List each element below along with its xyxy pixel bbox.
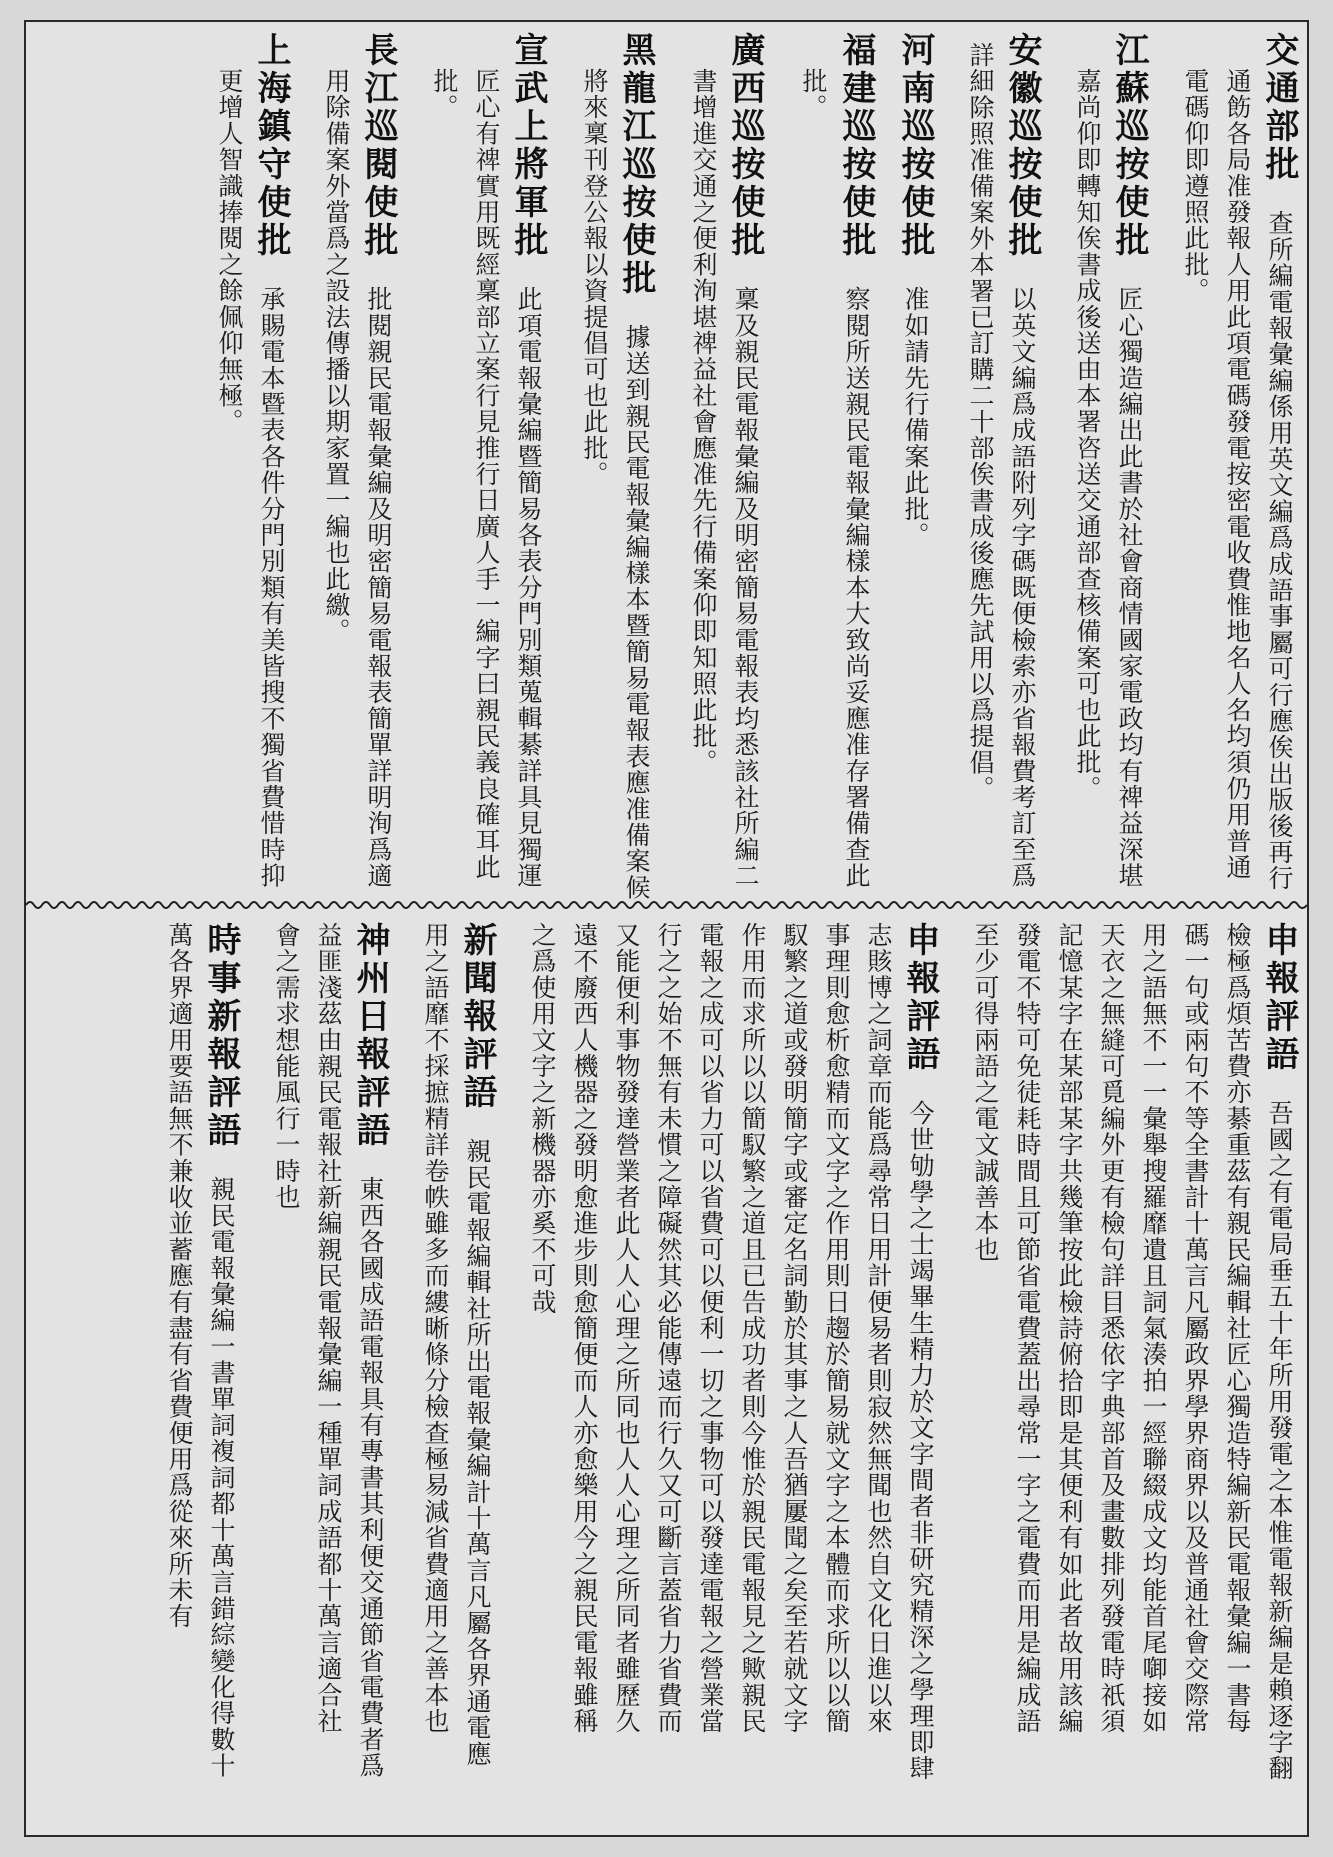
column-text: 之爲使用文字之新機器亦奚不可哉	[528, 922, 557, 1315]
column	[427, 32, 461, 892]
column	[693, 922, 727, 1822]
column-text: 發電不特可免徒耗時間且可節省電費蓋出尋常一字之電費而用是編成語	[1013, 922, 1042, 1735]
column	[577, 32, 611, 892]
column	[350, 922, 390, 1822]
column	[269, 922, 303, 1822]
column	[1094, 922, 1128, 1822]
section-heading: 長江巡閱使批	[358, 32, 398, 260]
column	[1052, 922, 1086, 1822]
column	[861, 922, 895, 1822]
column	[311, 922, 345, 1822]
column-text: 更增人智識捧閱之餘佩仰無極。	[215, 68, 244, 435]
column	[963, 32, 997, 892]
section-heading: 申報評語	[1259, 922, 1299, 1074]
column	[319, 32, 353, 892]
column	[469, 32, 503, 892]
column	[418, 922, 452, 1822]
column-text: 查所編電報彙編係用英文編爲成語事屬可行應俟出版後再行	[1265, 184, 1294, 892]
column-text: 又能便利事物發達營業者此人人心理之所同也人人心理之所同者雖歷久	[612, 922, 641, 1735]
column-text: 行之之始不無有未慣之障礙然其必能傳遠而行久又可斷言蓋省力省費而	[654, 922, 683, 1735]
section-heading: 河南巡按使批	[895, 32, 935, 260]
column	[1259, 32, 1299, 892]
column-text: 會之需求想能風行一時也	[272, 922, 301, 1211]
column-text: 承賜電本暨表各件分門別類有美皆搜不獨省費惜時抑	[257, 260, 286, 889]
column	[895, 32, 935, 892]
column-text: 批閱親民電報彙編及明密簡易電報表簡單詳明洵爲適	[364, 260, 393, 889]
endorsements-section	[26, 22, 1307, 902]
column-text: 至少可得兩語之電文誠善本也	[971, 922, 1000, 1263]
column-text: 馭繁之道或發明簡字或審定名詞勤於其事之人吾猶屢聞之矣至若就文字	[780, 922, 809, 1735]
column	[735, 922, 769, 1822]
column-text: 此項電報彙編暨簡易各表分門別類蒐輯綦詳具見獨運	[514, 260, 543, 889]
wavy-divider	[26, 898, 1307, 912]
column-text: 批。	[799, 68, 828, 121]
column	[651, 922, 685, 1822]
column-text: 據送到親民電報彙編樣本暨簡易電報表應准備案候	[622, 298, 651, 901]
section-heading: 福建巡按使批	[836, 32, 876, 260]
column	[836, 32, 876, 892]
section-heading: 江蘇巡按使批	[1109, 32, 1149, 260]
column-text: 稟及親民電報彙編及明密簡易電報表均悉該社所編二	[731, 260, 760, 889]
column	[777, 922, 811, 1822]
column-text: 檢極爲煩苦費亦綦重茲有親民編輯社匠心獨造特編新民電報彙編一書每	[1223, 922, 1252, 1735]
column-text: 匠心獨造編出此書於社會商情國家電政均有禆益深堪	[1115, 260, 1144, 889]
column-text: 事理則愈析愈精而文字之作用則日趨於簡易就文字之本體而求所以以簡	[822, 922, 851, 1735]
column-text: 用之語靡不採摭精詳卷帙雖多而縷晰條分檢查極易減省費適用之善本也	[421, 922, 450, 1735]
column	[251, 32, 291, 892]
column	[1136, 922, 1170, 1822]
section-heading: 宣武上將軍批	[508, 32, 548, 260]
column	[525, 922, 559, 1822]
column-text: 詳細除照准備案外本署已訂購二十部俟書成後應先試用以爲提倡。	[966, 42, 995, 802]
column-text: 用之語無不一一彙舉搜羅靡遺且詞氣湊拍一經聯綴成文均能首尾啣接如	[1139, 922, 1168, 1735]
column-text: 記憶某字在某部某字共幾筆按此檢詩俯拾即是其便利有如此者故用該編	[1055, 922, 1084, 1735]
column	[616, 32, 656, 901]
column-text: 嘉尚仰即轉知俟書成後送由本署咨送交通部查核備案可也此批。	[1073, 68, 1102, 802]
column	[162, 922, 196, 1822]
column-text: 親民電報編輯社所出電報彙編計十萬言凡屬各界通電應	[463, 1112, 492, 1767]
column-text: 碼一句或兩句不等全書計十萬言凡屬政界學界商界以及普通社會交際常	[1181, 922, 1210, 1735]
column	[968, 922, 1002, 1822]
column	[457, 922, 497, 1822]
section-heading: 黑龍江巡按使批	[616, 32, 656, 298]
column	[796, 32, 830, 892]
column-text: 准如請先行備案此批。	[901, 260, 930, 549]
column-text: 匠心有禆實用既經稟部立案行見推行日廣人手一編字曰親民義良確耳此	[472, 68, 501, 881]
press-reviews-section	[26, 912, 1307, 1835]
section-heading: 新聞報評語	[457, 922, 497, 1112]
column	[1070, 32, 1104, 892]
column-text: 萬各界適用要語無不兼收並蓄應有盡有省費便用爲從來所未有	[165, 922, 194, 1630]
section-heading: 時事新報評語	[201, 922, 241, 1150]
column-text: 作用而求所以以簡馭繁之道且已告成功者則今惟於親民電報見之歟親民	[738, 922, 767, 1735]
column	[508, 32, 548, 892]
column-text: 以英文編爲成語附列字碼既便檢索亦省報費考訂至爲	[1008, 260, 1037, 889]
column-text: 將來稟刊登公報以資提倡可也此批。	[580, 68, 609, 488]
column-text: 志賅博之詞章而能爲尋常日用計便易者則寂然無聞也然自文化日進以來	[864, 922, 893, 1735]
section-heading: 交通部批	[1259, 32, 1299, 184]
document-page	[24, 20, 1309, 1837]
column-text: 今世劬學之士竭畢生精力於文字間者非研究精深之學理即肆	[906, 1074, 935, 1782]
column	[1220, 32, 1254, 892]
column-text: 書增進交通之便利洵堪禆益社會應准先行備案仰即知照此批。	[689, 68, 718, 776]
column-text: 批。	[430, 68, 459, 121]
column	[1220, 922, 1254, 1822]
column	[1010, 922, 1044, 1822]
column-text: 遠不廢西人機器之發明愈進步則愈簡便而人亦愈樂用今之親民電報雖稱	[570, 922, 599, 1735]
column	[900, 922, 940, 1822]
column	[1259, 922, 1299, 1822]
column	[1178, 922, 1212, 1822]
column-text: 東西各國成語電報具有專書其利便交通節省電費者爲	[356, 1150, 385, 1779]
column	[609, 922, 643, 1822]
column-text: 電報之成可以省力可以省費可以便利一切之事物可以發達電報之營業當	[696, 922, 725, 1735]
section-heading: 申報評語	[900, 922, 940, 1074]
column-text: 吾國之有電局垂五十年所用發電之本惟電報新編是賴逐字翻	[1265, 1074, 1294, 1782]
column	[819, 922, 853, 1822]
column-text: 察閱所送親民電報彙編樣本大致尚妥應准存署備查此	[842, 260, 871, 889]
section-heading: 上海鎮守使批	[251, 32, 291, 260]
section-heading: 廣西巡按使批	[725, 32, 765, 260]
column-text: 親民電報彙編一書單詞複詞都十萬言錯綜變化得數十	[207, 1150, 236, 1779]
column	[1178, 32, 1212, 892]
column	[1109, 32, 1149, 892]
column	[567, 922, 601, 1822]
column-text: 益匪淺茲由親民電報社新編親民電報彙編一種單詞成語都十萬言適合社	[314, 922, 343, 1735]
column	[1002, 32, 1042, 892]
column	[686, 32, 720, 892]
section-heading: 安徽巡按使批	[1002, 32, 1042, 260]
column-text: 電碼仰即遵照此批。	[1181, 68, 1210, 304]
column-text: 通飭各局准發報人用此項電碼發電按密電收費惟地名人名均須仍用普通	[1223, 68, 1252, 881]
column	[201, 922, 241, 1822]
column	[212, 32, 246, 892]
section-heading: 神州日報評語	[350, 922, 390, 1150]
column-text: 天衣之無縫可覓編外更有檢句詳目悉依字典部首及畫數排列發電時祇須	[1097, 922, 1126, 1735]
column	[358, 32, 398, 892]
column	[725, 32, 765, 892]
column-text: 用除備案外當爲之設法傳播以期家置一編也此繳。	[322, 68, 351, 645]
